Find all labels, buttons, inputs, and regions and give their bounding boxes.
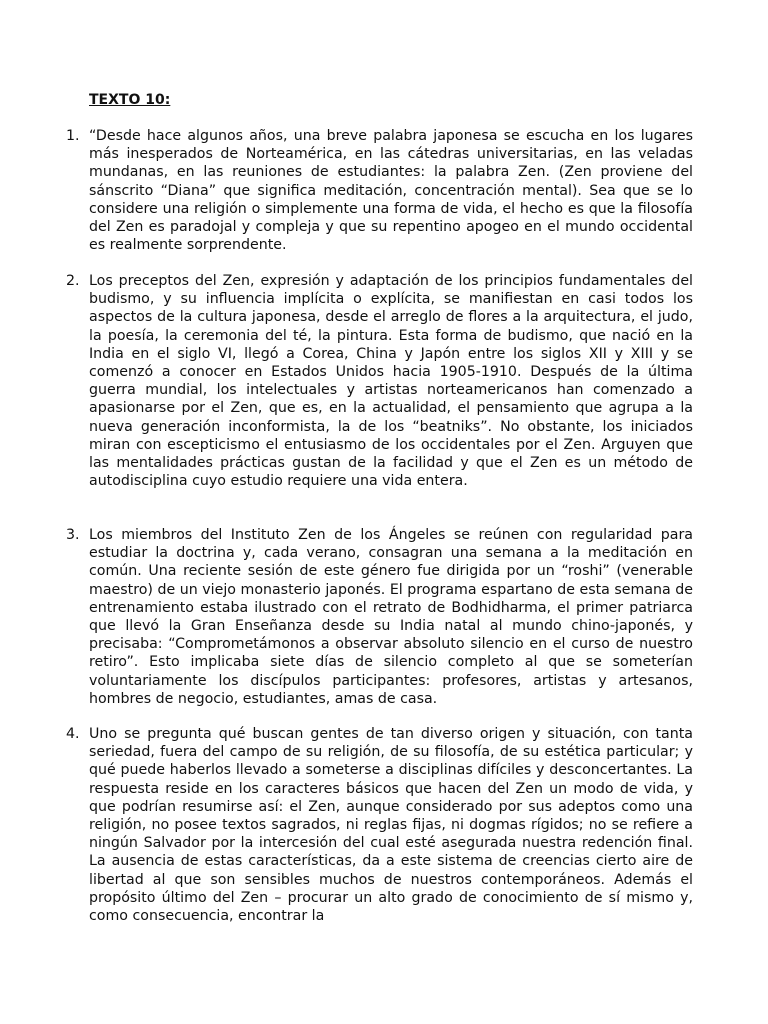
paragraph-number: 1.	[66, 128, 80, 144]
paragraph-4	[66, 725, 693, 925]
paragraph-text: Los miembros del Instituto Zen de los Ángeles se reúnen con regularidad para estudiar la doctrina y, cada verano, consagran una semana a la meditación en común. Una reciente sesión de este género fue dirigida por un “roshi” (venerable maestro) de un viejo monasterio japonés. El programa espartano de esta semana de entrenamiento estaba ilustrado con el retrato de Bodhidharma, el primer patriarca que llevó la Gran Enseñanza desde su India natal al mundo chino-japonés, y precisaba: “Comprometámonos a observar absoluto silencio en el curso de nuestro retiro”. Esto implicaba siete días de silencio completo al que se someterían voluntariamente los discípulos participantes: profesores, artistas y artesanos, hombres de negocio, estudiantes, amas de casa.	[89, 527, 693, 707]
paragraph-1	[66, 127, 693, 254]
paragraph-number: 2.	[66, 273, 80, 289]
paragraph-2	[66, 272, 693, 490]
document-title: TEXTO 10:	[89, 92, 171, 108]
paragraph-number: 3.	[66, 527, 80, 543]
paragraph-text: “Desde hace algunos años, una breve palabra japonesa se escucha en los lugares más inesperados de Norteamérica, en las cátedras universitarias, en las veladas mundanas, en las reuniones de estudiantes: la palabra Zen. (Zen proviene del sánscrito “Diana” que significa meditación, concentración mental). Sea que se lo considere una religión o simplemente una forma de vida, el hecho es que la filosofía del Zen es paradojal y compleja y que su repentino apogeo en el mundo occidental es realmente sorprendente.	[89, 128, 693, 254]
paragraph-text: Uno se pregunta qué buscan gentes de tan diverso origen y situación, con tanta seriedad, fuera del campo de su religión, de su filosofía, de su estética particular; y qué puede haberlos llevado a someterse a disciplinas difíciles y desconcertantes. La respuesta reside en los caracteres básicos que hacen del Zen un modo de vida, y que podrían resumirse así: el Zen, aunque considerado por sus adeptos como una religión, no posee textos sagrados, ni reglas fijas, ni dogmas rígidos; no se refiere a ningún Salvador por la intercesión del cual esté asegurada nuestra redención final. La ausencia de estas características, da a este sistema de creencias cierto aire de libertad al que son sensibles muchos de nuestros contemporáneos. Además el propósito último del Zen – procurar un alto grado de conocimiento de sí mismo y, como consecuencia, encontrar la	[89, 726, 693, 925]
paragraph-number: 4.	[66, 726, 80, 742]
paragraph-3	[66, 526, 693, 708]
paragraph-text: Los preceptos del Zen, expresión y adaptación de los principios fundamentales del budismo, y su influencia implícita o explícita, se manifiestan en casi todos los aspectos de la cultura japonesa, desde el arreglo de flores a la arquitectura, el judo, la poesía, la ceremonia del té, la pintura. Esta forma de budismo, que nació en la India en el siglo VI, llegó a Corea, China y Japón entre los siglos XII y XIII y se comenzó a conocer en Estados Unidos hacia 1905-1910. Después de la última guerra mundial, los intelectuales y artistas norteamericanos han comenzado a apasionarse por el Zen, que es, en la actualidad, el pensamiento que agrupa a la nueva generación inconformista, la de los “beatniks”. No obstante, los iniciados miran con escepticismo el entusiasmo de los occidentales por el Zen. Arguyen que las mentalidades prácticas gustan de la facilidad y que el Zen es un método de autodisciplina cuyo estudio requiere una vida entera.	[89, 273, 693, 490]
